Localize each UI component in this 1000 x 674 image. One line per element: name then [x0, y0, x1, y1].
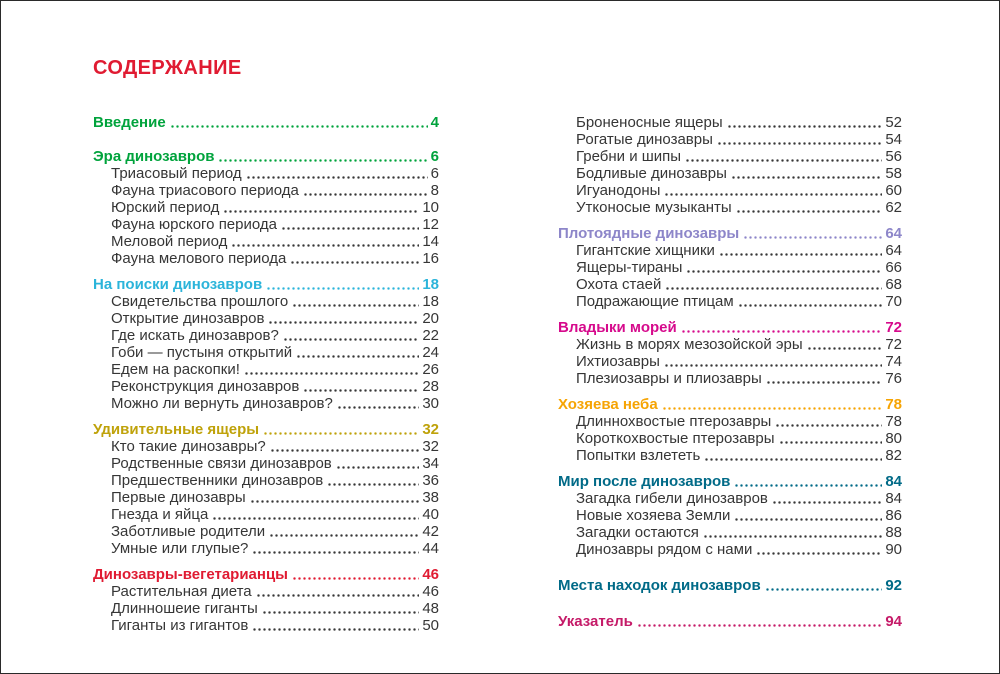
page-number: 86: [885, 507, 902, 524]
toc-entry-label: Гиганты из гигантов: [111, 617, 249, 634]
toc-entry-label: Жизнь в морях мезозойской эры: [576, 336, 803, 353]
dot-leader: [250, 500, 420, 503]
dot-leader: [337, 406, 419, 409]
toc-entry-label: Гигантские хищники: [576, 242, 715, 259]
dot-leader: [736, 210, 883, 213]
toc-section: [93, 148, 439, 267]
dot-leader: [637, 624, 882, 627]
toc-section: [558, 319, 902, 387]
toc-entry: [93, 216, 439, 233]
dot-leader: [738, 304, 883, 307]
page-number: 74: [885, 353, 902, 370]
page-number: 92: [885, 577, 902, 594]
toc-column-right: [558, 114, 902, 630]
page-title: СОДЕРЖАНИЕ: [93, 57, 242, 79]
dot-leader: [270, 449, 420, 452]
dot-leader: [756, 552, 882, 555]
toc-entry-label: Реконструкция динозавров: [111, 378, 300, 395]
toc-entry: [558, 276, 902, 293]
page-number: 72: [885, 319, 902, 336]
page-number: 26: [422, 361, 439, 378]
dot-leader: [765, 588, 883, 591]
section-title: Плотоядные динозавры: [558, 225, 740, 242]
dot-leader: [223, 210, 419, 213]
page-number: 52: [885, 114, 902, 131]
page-number: 68: [885, 276, 902, 293]
toc-entry-label: Где искать динозавров?: [111, 327, 279, 344]
toc-entry-label: Заботливые родители: [111, 523, 266, 540]
toc-entry-label: Юрский период: [111, 199, 220, 216]
dot-leader: [252, 551, 419, 554]
dot-leader: [807, 347, 883, 350]
toc-entry: [93, 583, 439, 600]
page-number: 38: [422, 489, 439, 506]
section-title: Места находок динозавров: [558, 577, 761, 594]
dot-leader: [664, 364, 882, 367]
toc-entry-label: Длиннохвостые птерозавры: [576, 413, 772, 430]
page-number: 10: [422, 199, 439, 216]
toc-entry-label: Длинношеие гиганты: [111, 600, 258, 617]
page-number: 14: [422, 233, 439, 250]
dot-leader: [766, 381, 883, 384]
dot-leader: [296, 355, 419, 358]
page-number: 70: [885, 293, 902, 310]
page-number: 88: [885, 524, 902, 541]
toc-entry: [93, 310, 439, 327]
toc-entry-label: Броненосные ящеры: [576, 114, 723, 131]
toc-section-header: [558, 225, 902, 242]
toc-section: [93, 566, 439, 634]
page-number: 72: [885, 336, 902, 353]
section-title: Удивительные ящеры: [93, 421, 260, 438]
page-number: 58: [885, 165, 902, 182]
toc-section-header: [93, 276, 439, 293]
toc-entry: [93, 395, 439, 412]
toc-entry: [93, 378, 439, 395]
toc-entry-label: Меловой период: [111, 233, 228, 250]
dot-leader: [283, 338, 420, 341]
toc-entry-label: Первые динозавры: [111, 489, 246, 506]
toc-entry: [558, 447, 902, 464]
toc-section-header: [558, 396, 902, 413]
toc-entry-label: Игуанодоны: [576, 182, 661, 199]
toc-entry: [93, 165, 439, 182]
toc-section: [558, 225, 902, 310]
toc-entry: [93, 600, 439, 617]
toc-entry: [558, 165, 902, 182]
toc-entry-label: Предшественники динозавров: [111, 472, 324, 489]
toc-entry: [93, 361, 439, 378]
toc-entry: [558, 507, 902, 524]
toc-entry: [93, 293, 439, 310]
dot-leader: [292, 304, 419, 307]
dot-leader: [268, 321, 419, 324]
dot-leader: [266, 287, 419, 290]
page-number: 6: [430, 165, 439, 182]
page-number: 82: [885, 447, 902, 464]
section-title: Указатель: [558, 613, 633, 630]
page-number: 30: [422, 395, 439, 412]
section-title: Динозавры-вегетарианцы: [93, 566, 288, 583]
page-number: 18: [422, 276, 439, 293]
toc-entry-label: Динозавры рядом с нами: [576, 541, 753, 558]
toc-entry: [558, 293, 902, 310]
dot-leader: [327, 483, 419, 486]
toc-entry-label: Растительная диета: [111, 583, 252, 600]
toc-section: [558, 613, 902, 630]
toc-entry-label: Фауна триасового периода: [111, 182, 299, 199]
dot-leader: [252, 628, 419, 631]
toc-entry-label: Утконосые музыканты: [576, 199, 732, 216]
page-number: 40: [422, 506, 439, 523]
toc-entry-label: Ящеры-тираны: [576, 259, 683, 276]
toc-entry: [93, 438, 439, 455]
toc-entry-label: Едем на раскопки!: [111, 361, 240, 378]
toc-entry: [93, 233, 439, 250]
toc-entry: [93, 506, 439, 523]
toc-section: [558, 114, 902, 216]
toc-section-header: [558, 577, 902, 594]
dot-leader: [704, 458, 882, 461]
toc-entry-label: Родственные связи динозавров: [111, 455, 332, 472]
toc-entry: [93, 199, 439, 216]
toc-entry: [558, 541, 902, 558]
toc-entry: [558, 524, 902, 541]
page-number: 66: [885, 259, 902, 276]
dot-leader: [292, 577, 419, 580]
section-title: Мир после динозавров: [558, 473, 731, 490]
page-number: 22: [422, 327, 439, 344]
page-number: 78: [885, 413, 902, 430]
toc-entry-label: Свидетельства прошлого: [111, 293, 289, 310]
dot-leader: [665, 287, 882, 290]
toc-entry: [93, 344, 439, 361]
dot-leader: [685, 159, 882, 162]
dot-leader: [731, 176, 882, 179]
page-number: 64: [885, 225, 902, 242]
page-number: 6: [430, 148, 439, 165]
toc-entry-label: Ихтиозавры: [576, 353, 660, 370]
dot-leader: [727, 125, 883, 128]
toc-entry-label: Фауна юрского периода: [111, 216, 277, 233]
toc-section: [93, 421, 439, 557]
dot-leader: [290, 261, 419, 264]
dot-leader: [717, 142, 882, 145]
toc-entry: [93, 540, 439, 557]
toc-entry-label: Можно ли вернуть динозавров?: [111, 395, 333, 412]
dot-leader: [303, 389, 419, 392]
dot-leader: [734, 518, 882, 521]
page-number: 76: [885, 370, 902, 387]
page-number: 36: [422, 472, 439, 489]
section-title: Владыки морей: [558, 319, 677, 336]
toc-entry: [558, 490, 902, 507]
page-number: 50: [422, 617, 439, 634]
toc-entry-label: Триасовый период: [111, 165, 242, 182]
toc-entry-label: Загадки остаются: [576, 524, 699, 541]
dot-leader: [664, 193, 882, 196]
dot-leader: [170, 125, 428, 128]
dot-leader: [269, 534, 419, 537]
dot-leader: [662, 407, 883, 410]
toc-entry: [558, 336, 902, 353]
page-number: 32: [422, 438, 439, 455]
dot-leader: [263, 432, 419, 435]
page-number: 32: [422, 421, 439, 438]
toc-section: [558, 577, 902, 594]
toc-entry: [93, 472, 439, 489]
toc-column-left: [93, 114, 439, 634]
dot-leader: [703, 535, 882, 538]
toc-entry: [558, 259, 902, 276]
toc-section-header: [558, 319, 902, 336]
page-number: 42: [422, 523, 439, 540]
dot-leader: [246, 176, 428, 179]
dot-leader: [244, 372, 419, 375]
page-number: 78: [885, 396, 902, 413]
toc-entry: [93, 489, 439, 506]
toc-section-header: [93, 421, 439, 438]
page-number: 28: [422, 378, 439, 395]
toc-entry-label: Плезиозавры и плиозавры: [576, 370, 762, 387]
page-number: 12: [422, 216, 439, 233]
toc-section-header: [558, 613, 902, 630]
page-number: 16: [422, 250, 439, 267]
toc-entry: [93, 327, 439, 344]
dot-leader: [281, 227, 419, 230]
toc-entry: [558, 148, 902, 165]
toc-entry-label: Фауна мелового периода: [111, 250, 287, 267]
page-number: 84: [885, 490, 902, 507]
toc-entry: [558, 430, 902, 447]
toc-entry: [558, 353, 902, 370]
page-number: 60: [885, 182, 902, 199]
dot-leader: [681, 330, 883, 333]
toc-entry-label: Новые хозяева Земли: [576, 507, 731, 524]
toc-section-header: [93, 148, 439, 165]
toc-entry: [93, 523, 439, 540]
dot-leader: [256, 594, 420, 597]
toc-entry-label: Кто такие динозавры?: [111, 438, 266, 455]
page-number: 54: [885, 131, 902, 148]
toc-entry-label: Гнезда и яйца: [111, 506, 209, 523]
toc-entry-label: Рогатые динозавры: [576, 131, 713, 148]
toc-entry-label: Подражающие птицам: [576, 293, 734, 310]
page-number: 80: [885, 430, 902, 447]
page-number: 46: [422, 566, 439, 583]
page-number: 90: [885, 541, 902, 558]
page-number: 20: [422, 310, 439, 327]
toc-entry: [558, 413, 902, 430]
toc-entry-label: Открытие динозавров: [111, 310, 265, 327]
section-title: Введение: [93, 114, 166, 131]
page-number: 62: [885, 199, 902, 216]
toc-entry: [93, 182, 439, 199]
toc-entry: [93, 617, 439, 634]
section-title: На поиски динозавров: [93, 276, 263, 293]
dot-leader: [231, 244, 419, 247]
toc-entry-label: Гоби — пустыня открытий: [111, 344, 293, 361]
dot-leader: [779, 441, 883, 444]
toc-entry-label: Попытки взлететь: [576, 447, 701, 464]
toc-entry: [558, 242, 902, 259]
dot-leader: [336, 466, 420, 469]
page-number: 44: [422, 540, 439, 557]
page-number: 8: [430, 182, 439, 199]
toc-entry: [93, 250, 439, 267]
dot-leader: [719, 253, 882, 256]
page-number: 84: [885, 473, 902, 490]
page-number: 94: [885, 613, 902, 630]
toc-entry: [558, 182, 902, 199]
section-title: Хозяева неба: [558, 396, 658, 413]
page-number: 34: [422, 455, 439, 472]
dot-leader: [686, 270, 882, 273]
toc-section: [558, 396, 902, 464]
dot-leader: [218, 159, 427, 162]
dot-leader: [775, 424, 882, 427]
toc-entry-label: Охота стаей: [576, 276, 662, 293]
page-number: 4: [430, 114, 439, 131]
toc-entry: [558, 199, 902, 216]
page-number: 24: [422, 344, 439, 361]
dot-leader: [262, 611, 420, 614]
toc-entry-label: Гребни и шипы: [576, 148, 682, 165]
toc-section-header: [558, 473, 902, 490]
toc-entry-label: Бодливые динозавры: [576, 165, 727, 182]
toc-entry: [558, 370, 902, 387]
toc-section-header: [93, 566, 439, 583]
page-number: 48: [422, 600, 439, 617]
toc-entry-label: Короткохвостые птерозавры: [576, 430, 775, 447]
toc-section: [558, 473, 902, 558]
dot-leader: [212, 517, 419, 520]
dot-leader: [743, 236, 882, 239]
page-number: 56: [885, 148, 902, 165]
toc-section: [93, 276, 439, 412]
toc-section-header: [93, 114, 439, 131]
dot-leader: [734, 484, 882, 487]
page-number: 18: [422, 293, 439, 310]
toc-entry-label: Загадка гибели динозавров: [576, 490, 768, 507]
toc-entry: [558, 114, 902, 131]
toc-section: [93, 114, 439, 131]
dot-leader: [772, 501, 882, 504]
section-title: Эра динозавров: [93, 148, 215, 165]
toc-entry-label: Умные или глупые?: [111, 540, 249, 557]
toc-entry: [558, 131, 902, 148]
page-number: 46: [422, 583, 439, 600]
dot-leader: [303, 193, 428, 196]
toc-entry: [93, 455, 439, 472]
page-number: 64: [885, 242, 902, 259]
